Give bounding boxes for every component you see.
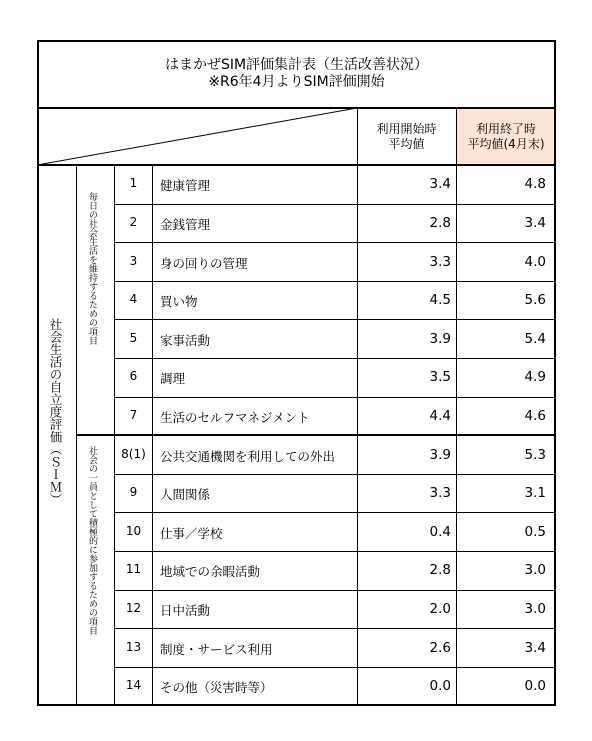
row-end-average: 3.1 xyxy=(524,485,546,502)
row-end-average: 3.4 xyxy=(524,639,546,656)
row-item-name: 地域での余暇活動 xyxy=(160,564,261,580)
group1-label: 毎日の社会生活を維持するための項目 xyxy=(87,192,97,345)
row-start-average: 3.3 xyxy=(429,485,451,502)
row-start-average: 2.0 xyxy=(429,600,451,617)
row-start-average: 0.0 xyxy=(429,678,451,695)
row-item-name: 身の回りの管理 xyxy=(160,255,248,271)
row-end-average: 5.6 xyxy=(524,292,546,309)
row-divider xyxy=(114,667,556,668)
row-end-average: 4.9 xyxy=(524,369,546,386)
row-end-average: 3.0 xyxy=(524,600,546,617)
row-number: 14 xyxy=(125,678,142,693)
row-divider xyxy=(114,628,556,629)
row-item-name: 制度・サービス利用 xyxy=(160,641,273,657)
row-number: 7 xyxy=(129,407,138,422)
header-start-line2: 平均値 xyxy=(388,136,425,151)
header-end-average xyxy=(456,108,556,165)
row-number: 4 xyxy=(129,292,138,307)
header-col-divider-2 xyxy=(456,108,457,165)
row-end-average: 0.5 xyxy=(524,523,546,540)
row-item-name: 日中活動 xyxy=(160,602,211,618)
row-number: 10 xyxy=(125,523,142,538)
header-start-average xyxy=(357,108,456,165)
row-start-average: 2.6 xyxy=(429,639,451,656)
row-start-average: 3.9 xyxy=(429,330,451,347)
row-number: 11 xyxy=(125,562,142,577)
row-end-average: 0.0 xyxy=(524,678,546,695)
side-label-sim: 社会生活の自立度評価（ＳＩＭ） xyxy=(48,318,63,506)
row-end-average: 4.6 xyxy=(524,407,546,424)
row-start-average: 0.4 xyxy=(429,523,451,540)
row-end-average: 5.4 xyxy=(524,330,546,347)
row-item-name: その他（災害時等） xyxy=(160,680,273,696)
row-item-name: 生活のセルフマネジメント xyxy=(160,409,310,425)
row-divider xyxy=(114,474,556,475)
row-number: 8(1) xyxy=(121,446,146,461)
row-item-name: 健康管理 xyxy=(160,178,211,194)
row-item-name: 家事活動 xyxy=(160,332,211,348)
row-divider xyxy=(114,319,556,320)
row-divider xyxy=(114,281,556,282)
row-end-average: 5.3 xyxy=(524,446,546,463)
row-start-average: 4.4 xyxy=(429,407,451,424)
row-divider xyxy=(114,397,556,398)
row-number: 3 xyxy=(129,253,138,268)
row-divider xyxy=(114,512,556,513)
row-number: 1 xyxy=(129,176,138,191)
header-diagonal xyxy=(37,108,357,165)
row-item-name: 買い物 xyxy=(160,294,198,310)
row-start-average: 3.3 xyxy=(429,253,451,270)
row-number: 2 xyxy=(129,214,138,229)
row-end-average: 3.0 xyxy=(524,562,546,579)
row-item-name: 金銭管理 xyxy=(160,216,211,232)
row-divider xyxy=(114,590,556,591)
row-start-average: 2.8 xyxy=(429,214,451,231)
header-end-line1: 利用終了時 xyxy=(475,121,536,136)
row-start-average: 3.9 xyxy=(429,446,451,463)
row-number: 6 xyxy=(129,369,138,384)
row-number: 12 xyxy=(125,600,142,615)
row-item-name: 調理 xyxy=(160,371,186,387)
row-item-name: 公共交通機関を利用しての外出 xyxy=(160,448,336,464)
group-divider xyxy=(76,434,556,436)
row-start-average: 3.5 xyxy=(429,369,451,386)
header-end-line2: 平均値(4月末) xyxy=(467,136,545,151)
title-line2: ※R6年4月よりSIM評価開始 xyxy=(208,74,385,90)
row-start-average: 4.5 xyxy=(429,292,451,309)
title-bottom-line xyxy=(37,107,556,109)
row-end-average: 4.0 xyxy=(524,253,546,270)
title-line1: はまかぜSIM評価集計表（生活改善状況） xyxy=(164,57,429,73)
row-divider xyxy=(114,551,556,552)
header-start-line1: 利用開始時 xyxy=(376,121,437,136)
row-start-average: 3.4 xyxy=(429,176,451,193)
group2-label: 社会の一員として積極的に参加するための項目 xyxy=(87,446,97,635)
row-number: 5 xyxy=(129,330,138,345)
table-title xyxy=(37,40,556,108)
row-divider xyxy=(114,204,556,205)
row-divider xyxy=(114,358,556,359)
sim-table xyxy=(37,40,556,706)
row-number: 13 xyxy=(125,639,142,654)
header-col-divider-1 xyxy=(357,108,358,165)
row-divider xyxy=(114,242,556,243)
row-end-average: 3.4 xyxy=(524,214,546,231)
row-item-name: 人間関係 xyxy=(160,487,211,503)
row-number: 9 xyxy=(129,485,138,500)
row-item-name: 仕事／学校 xyxy=(160,525,223,541)
row-end-average: 4.8 xyxy=(524,176,546,193)
row-start-average: 2.8 xyxy=(429,562,451,579)
